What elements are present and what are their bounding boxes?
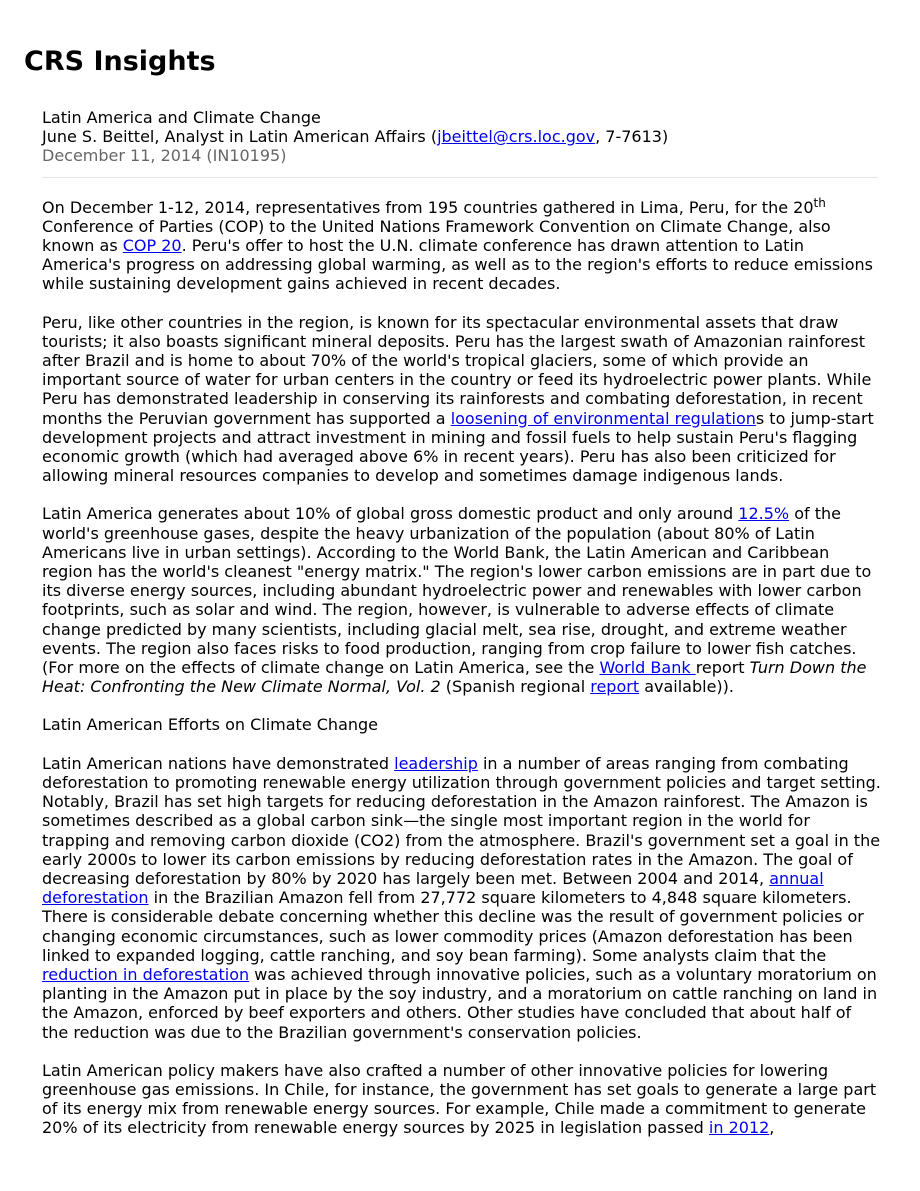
site-title: CRS Insights [24, 46, 216, 77]
article-title: Latin America and Climate Change [42, 108, 321, 127]
author-email-link[interactable]: jbeittel@crs.loc.gov [437, 127, 596, 147]
paragraph-peru [42, 313, 882, 486]
paragraph-text: of the world's greenhouse gases, despite the heavy urbanization of the population (about 80% of Latin Americans live in urban settings). According to the World Bank, the Latin American and Caribbean region has the world's cleanest "energy matrix." The region's lower carbon emissions are in part due to its diverse energy sources, including abundant hydroelectric power and renewables with lower carbon footprints, such as solar and wind. The region, however, is vulnerable to adverse effects of climate change predicted by many scientists, including glacial melt, sea rise, drought, and extreme weather events. The region also faces risks to food production, ranging from crop failure to lower fish catches. (For more on the effects of climate change on Latin America, see the [42, 504, 872, 678]
paragraph-text: Latin America generates about 10% of global gross domestic product and only around [42, 504, 739, 524]
paragraph-text: Latin American policy makers have also crafted a number of other innovative policies for lowering greenhouse gas emissions. In Chile, for instance, the government has set goals to generate a large part of its energy mix from renewable energy sources. For example, Chile made a commitment to generate 20% of its electricity from renewable energy sources by 2025 in legislation passed [42, 1060, 877, 1138]
ordinal-superscript: th [813, 195, 826, 210]
world-bank-link[interactable]: World Bank [599, 658, 696, 678]
annual-deforestation-link[interactable]: annual deforestation [42, 868, 824, 908]
author-suffix: , 7-7613) [595, 127, 669, 147]
cop20-link[interactable]: COP 20 [122, 236, 182, 256]
header-divider [42, 177, 878, 178]
spanish-report-link[interactable]: report [590, 677, 640, 697]
article-body [42, 108, 882, 1157]
section-heading: Latin American Efforts on Climate Change [42, 715, 379, 735]
paragraph-text: Peru, like other countries in the region, is known for its spectacular environmental assets that draw tourists; it also boasts significant mineral deposits. Peru has the largest swath of Amazonian rainforest after Brazil and is home to about 70% of the world's tropical glaciers, some of which provide an important source of water for urban centers in the country or feed its hydroelectric power plants. While Peru has demonstrated leadership in conserving its rainforests and combating deforestation, in recent months the Peruvian government has supported a [42, 312, 872, 428]
paragraph-text: in a number of areas ranging from combating deforestation to promoting renewable energy utilization through government policies and target setting. Notably, Brazil has set high targets for reducing deforestation in the Amazon rainforest. The Amazon is sometimes described as a global carbon sink—the single most important region in the world for trapping and removing carbon dioxide (CO2) from the atmosphere. Brazil's government set a goal in the early 2000s to lower its carbon emissions by reducing deforestation rates in the Amazon. The goal of decreasing deforestation by 80% by 2020 has largely been met. Between 2004 and 2014, [42, 753, 881, 888]
paragraph-text: report [695, 658, 750, 678]
paragraph-text: (Spanish regional [440, 677, 591, 697]
paragraph-text: On December 1-12, 2014, representatives from 195 countries gathered in Lima, Peru, for the 20 [42, 197, 814, 217]
report-title: Turn Down the Heat: Confronting the New Climate Normal, Vol. 2 [42, 658, 867, 697]
paragraph-text: available)). [639, 677, 734, 697]
date-line: December 11, 2014 (IN10195) [42, 146, 287, 166]
paragraph-text: was achieved through innovative policies, such as a voluntary moratorium on planting in the Amazon put in place by the soy industry, and a moratorium on cattle ranching on land in the Amazon, enforced by beef exporters and others. Other studies have concluded that about half of the reduction was due to the Brazilian government's conservation policies. [42, 964, 878, 1042]
paragraph-deforestation [42, 754, 882, 1042]
author-line [42, 127, 882, 146]
greenhouse-share-link[interactable]: 12.5% [738, 504, 790, 524]
paragraph-text: , [769, 1118, 775, 1138]
paragraph-text: . Peru's offer to host the U.N. climate conference has drawn attention to Latin America's progress on addressing global warming, as well as to the region's efforts to reduce emissions while sustaining development gains achieved in recent decades. [42, 236, 873, 294]
paragraph-text: in the Brazilian Amazon fell from 27,772 square kilometers to 4,848 square kilometers. There is considerable debate concerning whether this decline was the result of government policies or changing economic circumstances, such as lower commodity prices (Amazon deforestation has been linked to expanded logging, cattle ranching, and soy bean farming). Some analysts claim that the [42, 888, 864, 965]
environmental-regulation-link[interactable]: loosening of environmental regulation [450, 408, 756, 428]
author-prefix: June S. Beittel, Analyst in Latin American Affairs ( [42, 127, 438, 147]
reduction-in-deforestation-link[interactable]: reduction in deforestation [42, 964, 250, 984]
paragraph-text: Conference of Parties (COP) to the United Nations Framework Convention on Climate Change, also known as [42, 216, 831, 256]
paragraph-text: Latin American nations have demonstrated [42, 753, 395, 773]
paragraph-policies [42, 1061, 882, 1138]
paragraph-emissions [42, 504, 882, 696]
in-2012-link[interactable]: in 2012 [708, 1118, 770, 1138]
paragraph-text: s to jump-start development projects and attract investment in mining and fossil fuels to help sustain Peru's flagging economic growth (which had averaged above 6% in recent years). Peru has also been criticized for allowing mineral resources companies to develop and sometimes damage indigenous lands. [42, 408, 874, 486]
leadership-link[interactable]: leadership [394, 753, 478, 773]
paragraph-intro [42, 195, 882, 294]
